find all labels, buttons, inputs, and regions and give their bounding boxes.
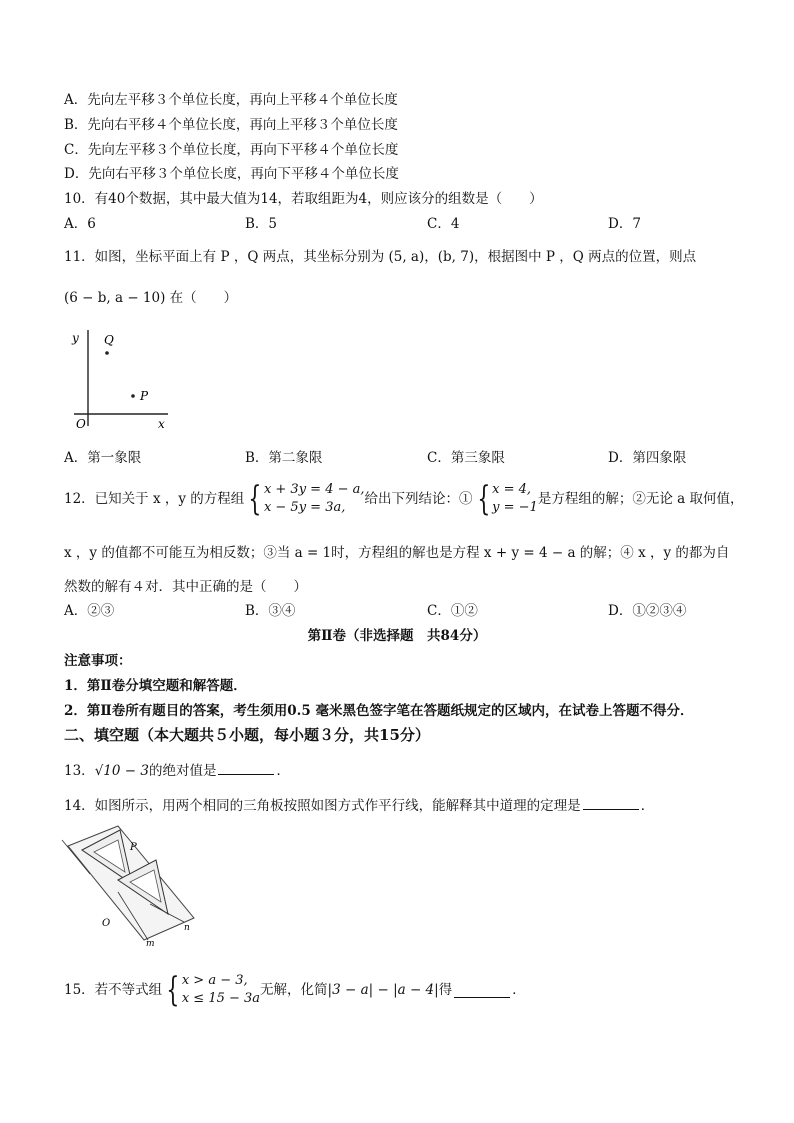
q13-end: ．	[276, 763, 290, 779]
label-o: O	[102, 918, 111, 929]
q15-system-row1: x > a − 3,	[181, 973, 248, 988]
fill-section-title: 二、填空题（本大题共５小题，每小题３分，共15分）	[64, 726, 430, 744]
q15-answer-blank[interactable]	[454, 983, 510, 998]
q12-option-a: A．②③	[64, 603, 115, 619]
q13-suffix: 的绝对值是	[148, 763, 217, 779]
y-axis-label: y	[72, 331, 79, 345]
q11-stem-line1: 11．如图，坐标平面上有 P ，Q 两点，其坐标分别为 (5, a)，(b, 7)，根据图中 P ，Q 两点的位置，则点	[64, 249, 697, 265]
q9-option-c: C．先向左平移３个单位长度，再向下平移４个单位长度	[64, 142, 399, 158]
q9-option-a: A．先向左平移３个单位长度，再向上平移４个单位长度	[64, 92, 398, 108]
q12-option-d: D．①②③④	[608, 603, 687, 619]
q14-stem-text: 14．如图所示，用两个相同的三角板按照如图方式作平行线，能解释其中道理的定理是	[64, 798, 581, 814]
notice-item-2: 2．第Ⅱ卷所有题目的答案，考生须用0.5 毫米黑色签字笔在答题纸规定的区域内，在试卷上答题不得分．	[64, 703, 694, 719]
q12-suffix: 是方程组的解；②无论 a 取何值，	[537, 491, 744, 507]
q13-expression: √10 − 3	[94, 763, 149, 779]
point-q-label: Q	[104, 333, 114, 347]
q12-system-row1: x + 3y = 4 − a,	[263, 482, 365, 497]
q14-triangle-figure	[60, 822, 200, 950]
label-p: P	[130, 842, 137, 853]
x-axis-label: x	[158, 417, 165, 431]
q10-option-d: D．7	[608, 216, 641, 232]
q15-suffix: 得	[438, 982, 453, 998]
q10-option-a: A．6	[64, 216, 96, 232]
label-n: n	[184, 923, 190, 933]
q12-stem-line2: x ，y 的值都不可能互为相反数；③当 a = 1时，方程组的解也是方程 x + y = 4 − a 的解；④ x ，y 的都为自	[64, 545, 730, 561]
q10-option-b: B．5	[245, 216, 278, 232]
point-p-label: P	[140, 389, 149, 403]
q11-coordinate-figure	[64, 322, 174, 440]
q12-system: { x + 3y = 4 − a, x − 5y = 3a,	[248, 479, 365, 519]
q14-end: ．	[640, 798, 655, 814]
q14-answer-blank[interactable]	[583, 795, 639, 810]
q15-system-row2: x ≤ 15 − 3a	[181, 991, 261, 1006]
notice-title: 注意事项：	[64, 653, 132, 669]
q11-option-d: D．第四象限	[608, 450, 687, 466]
q14-stem	[64, 795, 654, 816]
q15-mid: 无解，化简	[260, 982, 328, 998]
q12-solution-row1: x = 4,	[492, 482, 532, 497]
label-m: m	[146, 939, 155, 949]
q13-prefix: 13．	[64, 763, 95, 779]
q11-stem-line2: (6 − b, a − 10) 在（ ）	[64, 290, 238, 306]
q9-option-b: B．先向右平移４个单位长度，再向上平移３个单位长度	[64, 117, 398, 133]
q11-option-a: A．第一象限	[64, 450, 142, 466]
point-q	[105, 351, 109, 355]
q12-system-row2: x − 5y = 3a,	[263, 500, 346, 515]
q12-option-c: C．①②	[427, 603, 478, 619]
q12-option-b: B．③④	[245, 603, 296, 619]
notice-item-1: 1．第Ⅱ卷分填空题和解答题．	[64, 678, 247, 694]
q15-expression: |3 − a| − |a − 4|	[327, 982, 439, 998]
q12-solution-row2: y = −1	[492, 500, 538, 515]
q11-option-c: C．第三象限	[427, 450, 505, 466]
q12-prefix: 12．已知关于 x ，y 的方程组	[64, 491, 245, 507]
q10-stem: 10．有40个数据，其中最大值为14，若取组距为4，则应该分的组数是（ ）	[64, 191, 543, 207]
section2-title: 第Ⅱ卷（非选择题 共84分）	[307, 628, 487, 644]
q12-stem-line1	[64, 480, 743, 518]
q9-option-d: D．先向右平移３个单位长度，再向下平移４个单位长度	[64, 166, 399, 182]
q15-prefix: 15．若不等式组	[64, 982, 163, 998]
q15-stem	[64, 970, 526, 1010]
q13-answer-blank[interactable]	[218, 760, 274, 775]
q13-stem	[64, 760, 290, 781]
q12-mid: 给出下列结论：①	[364, 491, 473, 507]
point-p	[131, 394, 135, 398]
q15-system: { x > a − 3, x ≤ 15 − 3a	[166, 970, 261, 1010]
q12-stem-line3: 然数的解有４对．其中正确的是（ ）	[64, 579, 307, 595]
q12-solution: { x = 4, y = −1	[476, 479, 538, 519]
q15-end: ．	[512, 982, 526, 998]
q10-option-c: C．4	[427, 216, 460, 232]
origin-label: O	[76, 417, 86, 431]
q11-option-b: B．第二象限	[245, 450, 323, 466]
